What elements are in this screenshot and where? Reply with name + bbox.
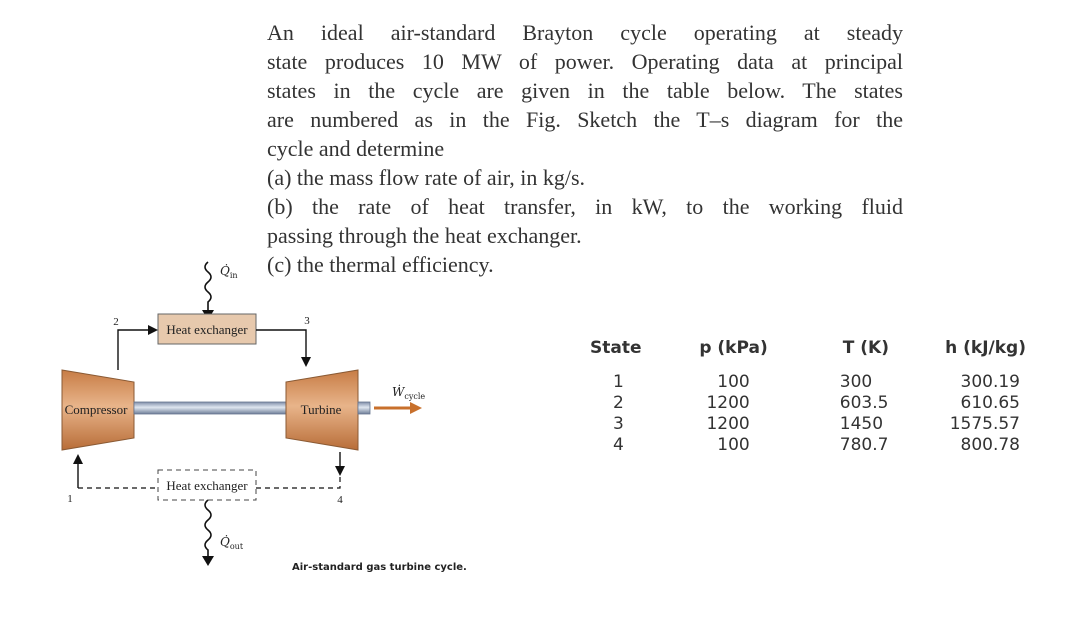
compressor-label: Compressor (64, 402, 128, 417)
cell-pressure: 1200 (706, 414, 750, 434)
table-row (586, 414, 1026, 435)
cell-temperature: 780.7 (839, 435, 889, 455)
table-row (586, 393, 1026, 414)
cell-temperature: 1450 (839, 414, 884, 434)
heat-exchanger-top-label: Heat exchanger (166, 322, 248, 337)
problem-part-c: (c) the thermal efficiency. (267, 252, 494, 277)
state-1-label: 1 (67, 493, 73, 505)
flow-line-2 (118, 330, 150, 370)
cell-state: 2 (613, 393, 624, 413)
flow-line-3 (256, 330, 306, 360)
problem-line: are numbered as in the Fig. Sketch the T–s diagram for the (267, 107, 903, 132)
cell-enthalpy: 1575.57 (949, 414, 1020, 434)
cell-state: 1 (613, 372, 624, 392)
exit-arrowhead-4 (335, 466, 345, 476)
cell-enthalpy: 800.78 (960, 435, 1020, 455)
heat-exchanger-bottom-label: Heat exchanger (166, 478, 248, 493)
flow-arrowhead-2 (148, 325, 158, 335)
q-out-label: $Q̇_{out}$ (220, 535, 244, 551)
cell-pressure: 1200 (706, 393, 750, 413)
problem-line: cycle and determine (267, 136, 445, 161)
state-4-label: 4 (337, 494, 343, 506)
cell-state: 3 (613, 414, 624, 434)
problem-part-a: (a) the mass flow rate of air, in kg/s. (267, 165, 586, 190)
figure-caption: Air-standard gas turbine cycle. (292, 562, 467, 573)
state-data-table (586, 338, 1026, 456)
gas-turbine-diagram (0, 240, 470, 590)
work-output-arrowhead (410, 402, 422, 414)
heat-out-arrowhead (202, 556, 214, 566)
table-row (586, 372, 1026, 393)
output-shaft (358, 402, 370, 414)
problem-line: state produces 10 MW of power. Operating data at principal (267, 49, 903, 74)
turbine-label: Turbine (300, 402, 342, 417)
problem-line: An ideal air-standard Brayton cycle operating at steady (267, 20, 903, 45)
problem-line: passing through the heat exchanger. (267, 223, 582, 248)
table-header-row (586, 338, 1026, 372)
w-cycle-label: Ẇ$_{cycle}$ (392, 385, 426, 401)
cell-pressure: 100 (717, 435, 750, 455)
q-in-label: $Q̇_{in}$ (220, 264, 238, 280)
cell-temperature: 300 (839, 372, 873, 392)
cell-enthalpy: 610.65 (960, 393, 1020, 413)
cell-pressure: 100 (717, 372, 750, 392)
header-enthalpy: h (kJ/kg) (945, 338, 1026, 358)
cell-temperature: 603.5 (839, 393, 889, 413)
flow-arrowhead-3 (301, 357, 311, 367)
heat-in-wavy-arrow (205, 262, 211, 313)
header-temperature: T (K) (842, 338, 889, 358)
state-3-label: 3 (304, 315, 310, 327)
header-pressure: p (kPa) (699, 338, 768, 358)
header-state: State (590, 338, 642, 358)
shaft (134, 402, 286, 414)
state-2-label: 2 (113, 316, 119, 328)
problem-part-b: (b) the rate of heat transfer, in kW, to the working fluid (267, 194, 903, 219)
heat-out-wavy-arrow (205, 500, 211, 558)
table-row (586, 435, 1026, 456)
inlet-arrowhead-1 (73, 454, 83, 464)
cell-enthalpy: 300.19 (960, 372, 1020, 392)
cell-state: 4 (613, 435, 624, 455)
problem-line: states in the cycle are given in the table below. The states (267, 78, 903, 103)
